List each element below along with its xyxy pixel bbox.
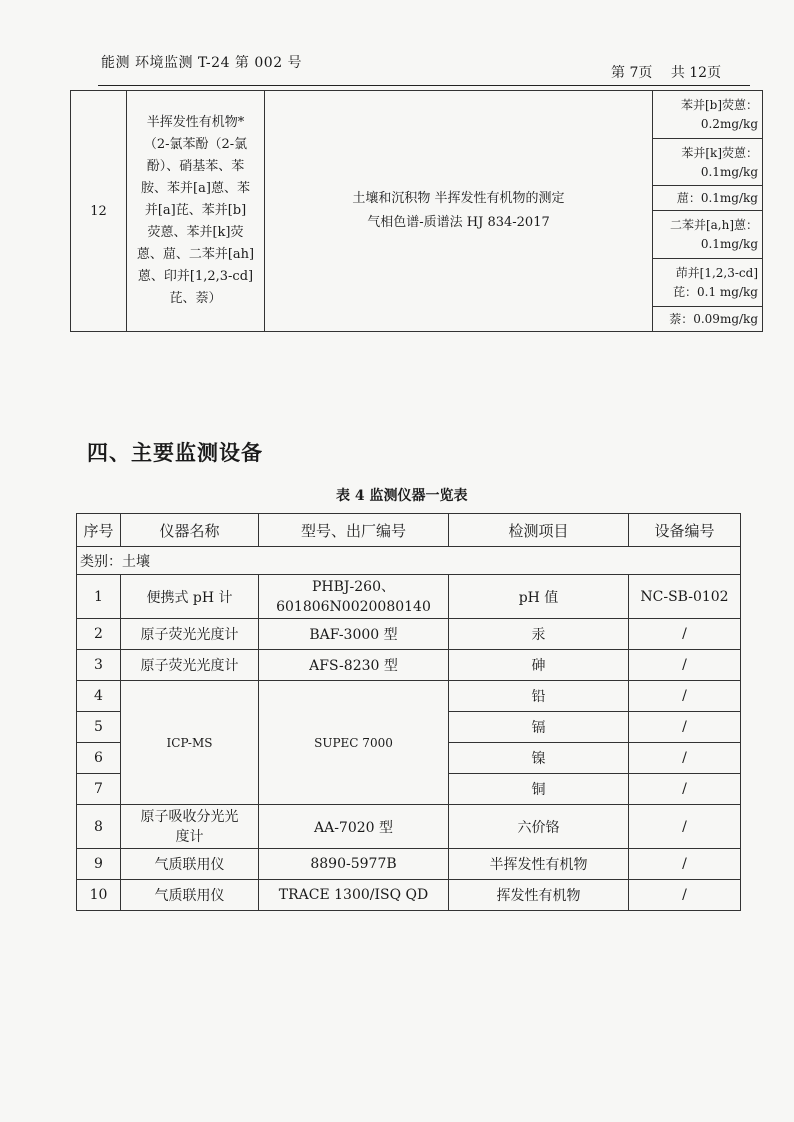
category-row	[77, 547, 741, 575]
cell-item: 铅	[449, 681, 629, 712]
cell-model: SUPEC 7000	[259, 681, 449, 805]
cell-id: /	[629, 712, 741, 743]
cell-model: PHBJ-260、 601806N0020080140	[259, 575, 449, 619]
analysis-method: 土壤和沉积物 半挥发性有机物的测定 气相色谱-质谱法 HJ 834-2017	[265, 91, 653, 332]
cell-item: 汞	[449, 619, 629, 650]
cell-item: 六价铬	[449, 805, 629, 849]
cell-no: 8	[77, 805, 121, 849]
cell-item: 铜	[449, 774, 629, 805]
report-header-id: 能测 环境监测 T-24 第 002 号	[101, 55, 303, 71]
cell-id: /	[629, 805, 741, 849]
table-row	[77, 880, 741, 911]
col-header-name: 仪器名称	[121, 514, 259, 547]
cell-no: 6	[77, 743, 121, 774]
cell-item: 镉	[449, 712, 629, 743]
category-label: 类别：土壤	[77, 547, 741, 575]
page-number	[611, 62, 735, 82]
cell-item: pH 值	[449, 575, 629, 619]
table-row	[77, 805, 741, 849]
cell-no: 3	[77, 650, 121, 681]
analyte-name: 半挥发性有机物* （2-氯苯酚（2-氯 酚）、硝基苯、苯 胺、苯并[a]蒽、苯 并[a]芘、苯并[b] 荧蒽、苯并[k]荧 蒽、䓛、二苯并[ah] 蒽、印并[1,2,3-cd] 芘、萘）	[127, 91, 265, 332]
cell-name: 原子吸收分光光 度计	[121, 805, 259, 849]
cell-no: 9	[77, 849, 121, 880]
section-title: 四、主要监测设备	[87, 441, 263, 465]
cell-item: 挥发性有机物	[449, 880, 629, 911]
table-row	[77, 849, 741, 880]
header-rule	[98, 85, 750, 86]
cell-name: ICP-MS	[121, 681, 259, 805]
cell-id: /	[629, 880, 741, 911]
table-row	[77, 575, 741, 619]
row-number: 12	[71, 91, 127, 332]
cell-model: AFS-8230 型	[259, 650, 449, 681]
cell-no: 7	[77, 774, 121, 805]
cell-name: 便携式 pH 计	[121, 575, 259, 619]
equipment-table	[76, 513, 741, 911]
cell-id: /	[629, 849, 741, 880]
detection-limit: 䓛：0.1mg/kg	[653, 186, 763, 211]
cell-item: 镍	[449, 743, 629, 774]
cell-model: TRACE 1300/ISQ QD	[259, 880, 449, 911]
cell-model: AA-7020 型	[259, 805, 449, 849]
col-header-id: 设备编号	[629, 514, 741, 547]
table-row	[77, 650, 741, 681]
detection-limit: 苯并[k]荧蒽： 0.1mg/kg	[653, 138, 763, 186]
cell-id: /	[629, 650, 741, 681]
col-header-no: 序号	[77, 514, 121, 547]
cell-no: 10	[77, 880, 121, 911]
cell-no: 4	[77, 681, 121, 712]
cell-model: 8890-5977B	[259, 849, 449, 880]
page-current: 第 7页	[611, 65, 653, 81]
cell-name: 原子荧光光度计	[121, 619, 259, 650]
table-row	[77, 681, 741, 712]
cell-id: /	[629, 774, 741, 805]
cell-item: 半挥发性有机物	[449, 849, 629, 880]
cell-no: 2	[77, 619, 121, 650]
cell-id: /	[629, 619, 741, 650]
col-header-item: 检测项目	[449, 514, 629, 547]
cell-name: 原子荧光光度计	[121, 650, 259, 681]
table-row	[77, 619, 741, 650]
cell-no: 5	[77, 712, 121, 743]
table-header-row	[77, 514, 741, 547]
cell-no: 1	[77, 575, 121, 619]
cell-item: 砷	[449, 650, 629, 681]
cell-id: NC-SB-0102	[629, 575, 741, 619]
table-caption: 表 4 监测仪器一览表	[336, 488, 468, 504]
cell-id: /	[629, 681, 741, 712]
cell-id: /	[629, 743, 741, 774]
cell-model: BAF-3000 型	[259, 619, 449, 650]
detection-limit: 苯并[b]荧蒽： 0.2mg/kg	[653, 91, 763, 139]
col-header-model: 型号、出厂编号	[259, 514, 449, 547]
method-table	[70, 90, 763, 332]
page-total: 共 12页	[670, 65, 722, 81]
cell-name: 气质联用仪	[121, 849, 259, 880]
detection-limit: 萘：0.09mg/kg	[653, 306, 763, 331]
detection-limit: 二苯并[a,h]蒽： 0.1mg/kg	[653, 211, 763, 259]
cell-name: 气质联用仪	[121, 880, 259, 911]
detection-limit: 茚并[1,2,3-cd] 芘：0.1 mg/kg	[653, 259, 763, 307]
